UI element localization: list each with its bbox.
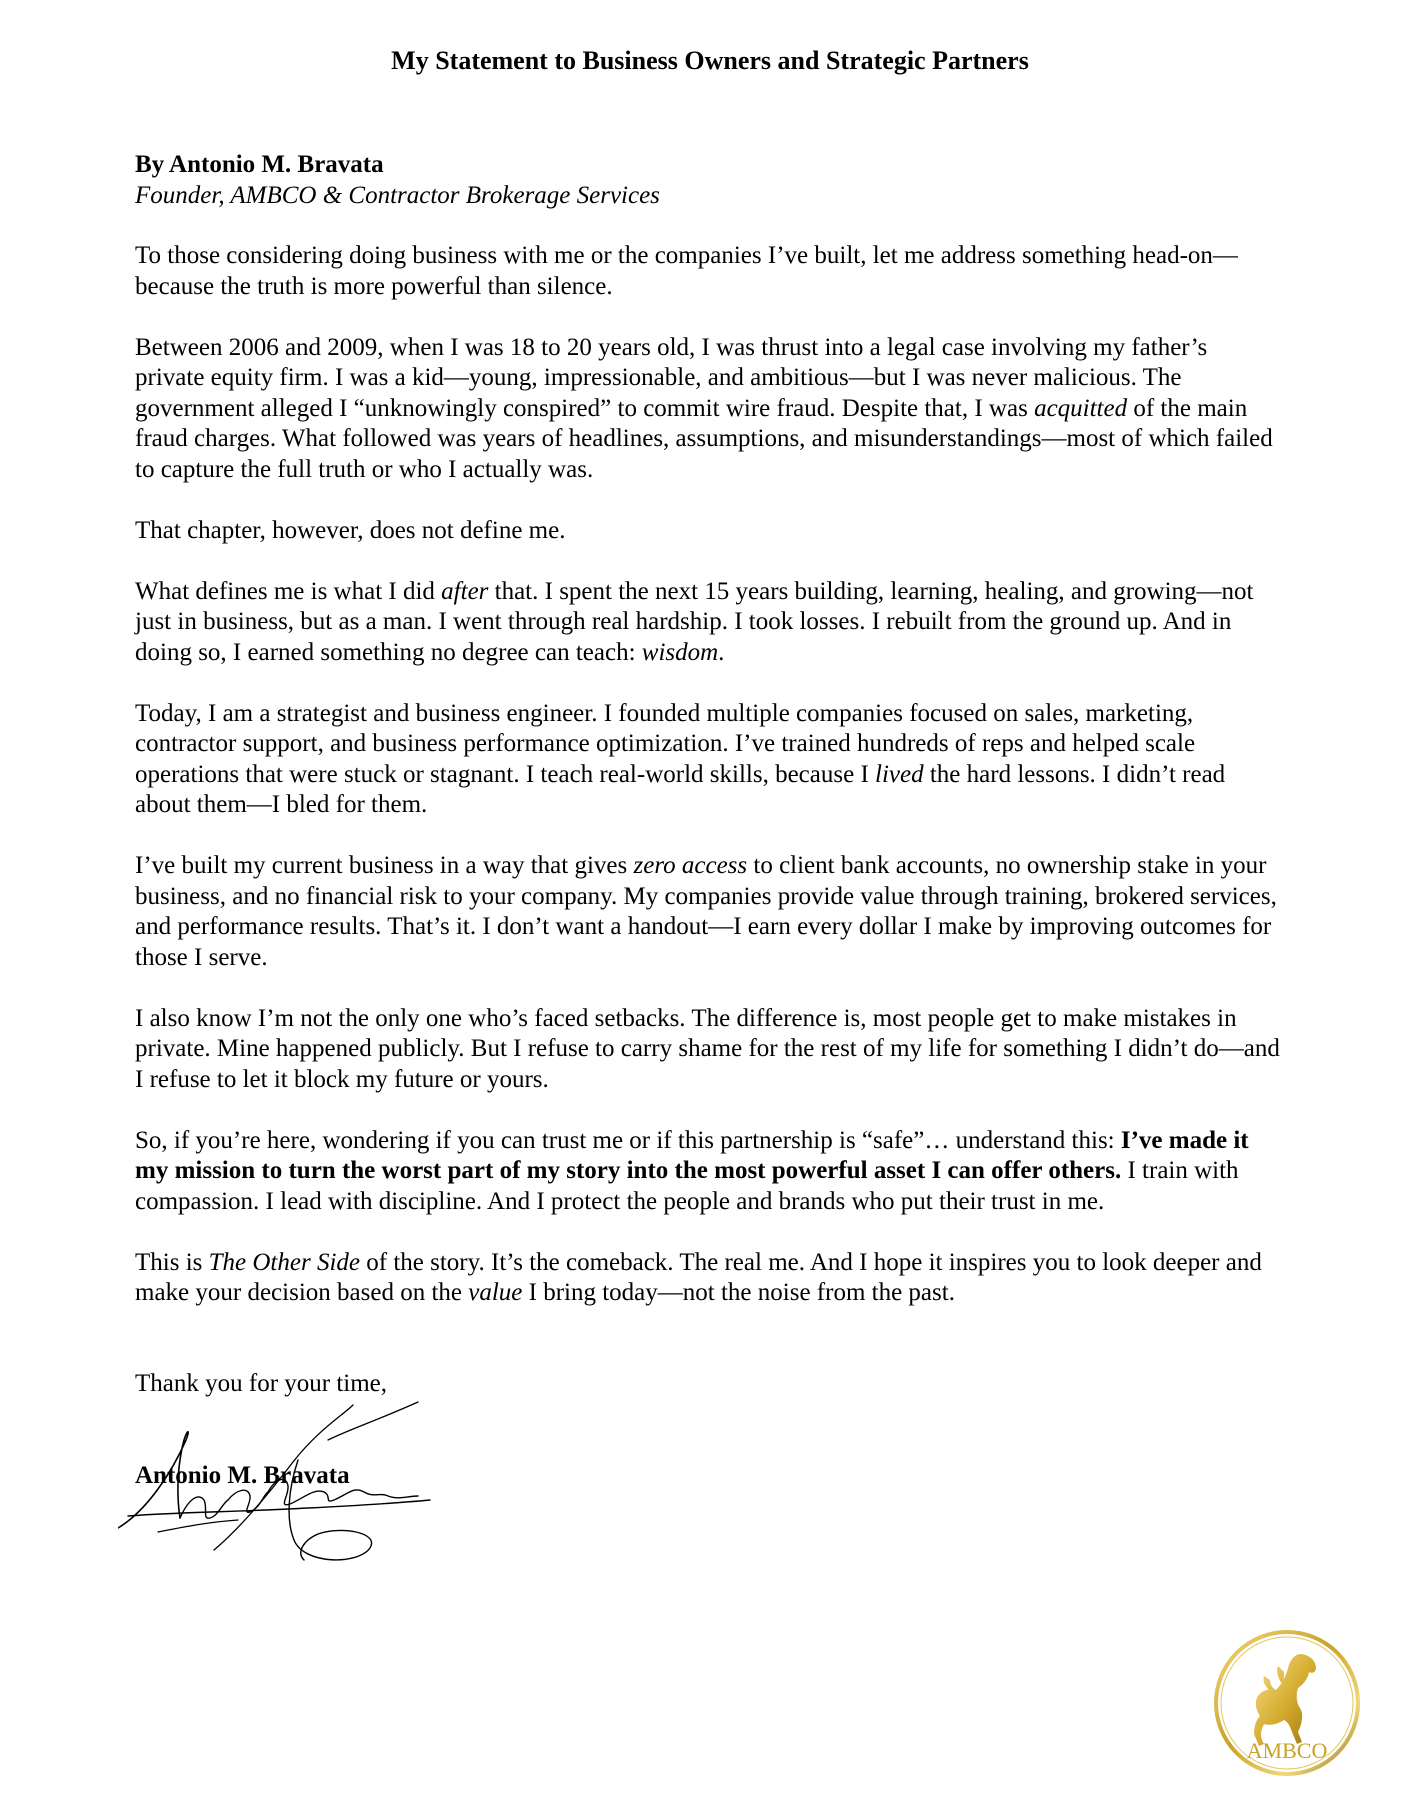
text-run: I bring today—not the noise from the past. bbox=[522, 1279, 955, 1306]
paragraph-today bbox=[135, 699, 1280, 821]
paragraph-mission bbox=[135, 1126, 1280, 1218]
emphasis-zero-access: zero access bbox=[633, 852, 748, 879]
text-run: of the story. It’s the comeback. The real me. And I hope it inspires you to look deeper and make your decision based on the bbox=[135, 1248, 1262, 1306]
text-run: that. I spent the next 15 years building, learning, healing, and growing—not just in business, but as a man. I went through real hardship. I took losses. I rebuilt from the ground up. And in doing so, I earned something no degree can teach: bbox=[135, 577, 1254, 666]
text-run: I train with compassion. I lead with discipline. And I protect the people and brands who put their trust in me. bbox=[135, 1157, 1239, 1215]
paragraph-intro-text: To those considering doing business with me or the companies I’ve built, let me address something head-on—because the truth is more powerful than silence. bbox=[135, 242, 1238, 300]
signer-name: Antonio M. Bravata bbox=[135, 1462, 350, 1489]
emphasis-wisdom: wisdom bbox=[641, 638, 719, 666]
text-run: of the main fraud charges. What followed was years of headlines, assumptions, and misunderstandings—most of which failed to capture the full truth or who I actually was. bbox=[135, 394, 1273, 483]
emphasis-after: after bbox=[441, 577, 489, 605]
paragraph-setbacks-text: I also know I’m not the only one who’s faced setbacks. The difference is, most people get to make mistakes in private. Mine happened publicly. But I refuse to carry shame for the rest of my life for something I didn’t do—and I refuse to let it block my future or yours. bbox=[135, 1004, 1280, 1093]
paragraph-setbacks bbox=[135, 1004, 1280, 1096]
mission-statement: I’ve made it my mission to turn the worst part of my story into the most powerful asset I can offer others. bbox=[135, 1126, 1249, 1184]
text-run: the hard lessons. I didn’t read about them—I bled for them. bbox=[135, 760, 1226, 818]
author-byline: By Antonio M. Bravata bbox=[135, 151, 384, 178]
page-title: My Statement to Business Owners and Strategic Partners bbox=[391, 46, 1029, 75]
text-run: Today, I am a strategist and business engineer. I founded multiple companies focused on sales, marketing, contractor support, and business performance optimization. I’ve trained hundreds of reps and helped scale operations that were stuck or stagnant. I teach real-world skills, because I bbox=[135, 699, 1196, 788]
paragraph-chapter bbox=[135, 516, 1280, 547]
emphasis-other-side: The Other Side bbox=[208, 1248, 360, 1276]
paragraph-chapter-text: That chapter, however, does not define me. bbox=[135, 516, 566, 544]
paragraph-after bbox=[135, 577, 1280, 669]
emphasis-value: value bbox=[468, 1279, 523, 1306]
text-run: This is bbox=[135, 1248, 209, 1276]
closing-line: Thank you for your time, bbox=[135, 1369, 388, 1397]
paragraph-business-model bbox=[135, 851, 1280, 973]
paragraph-other-side bbox=[135, 1248, 1280, 1309]
text-run: What defines me is what I did bbox=[135, 577, 442, 605]
author-role: Founder, AMBCO & Contractor Brokerage Services bbox=[135, 181, 660, 209]
seal-text: AMBCO bbox=[1246, 1738, 1328, 1763]
emphasis-acquitted: acquitted bbox=[1034, 394, 1128, 422]
paragraph-intro bbox=[135, 241, 1280, 302]
handwritten-signature bbox=[118, 1400, 448, 1575]
text-run: to client bank accounts, no ownership stake in your business, and no financial risk to your company. My companies provide value through training, brokered services, and performance results. That’s it. I don’t want a handout—I earn every dollar I make by improving outcomes for those I serve. bbox=[135, 852, 1277, 971]
letter-body bbox=[135, 150, 1280, 1492]
paragraph-legal-case bbox=[135, 333, 1280, 486]
emphasis-lived: lived bbox=[875, 760, 924, 788]
text-run: So, if you’re here, wondering if you can trust me or if this partnership is “safe”… understand this: bbox=[135, 1126, 1121, 1154]
text-run: I’ve built my current business in a way that gives bbox=[135, 852, 634, 879]
text-run: . bbox=[718, 638, 725, 666]
text-run: Between 2006 and 2009, when I was 18 to 20 years old, I was thrust into a legal case involving my father’s private equity firm. I was a kid—young, impressionable, and ambitious—but I was never malicious. The government alleged I “unknowingly conspired” to commit wire fraud. Despite that, I was bbox=[135, 333, 1208, 422]
ambco-seal-logo bbox=[1212, 1628, 1362, 1778]
